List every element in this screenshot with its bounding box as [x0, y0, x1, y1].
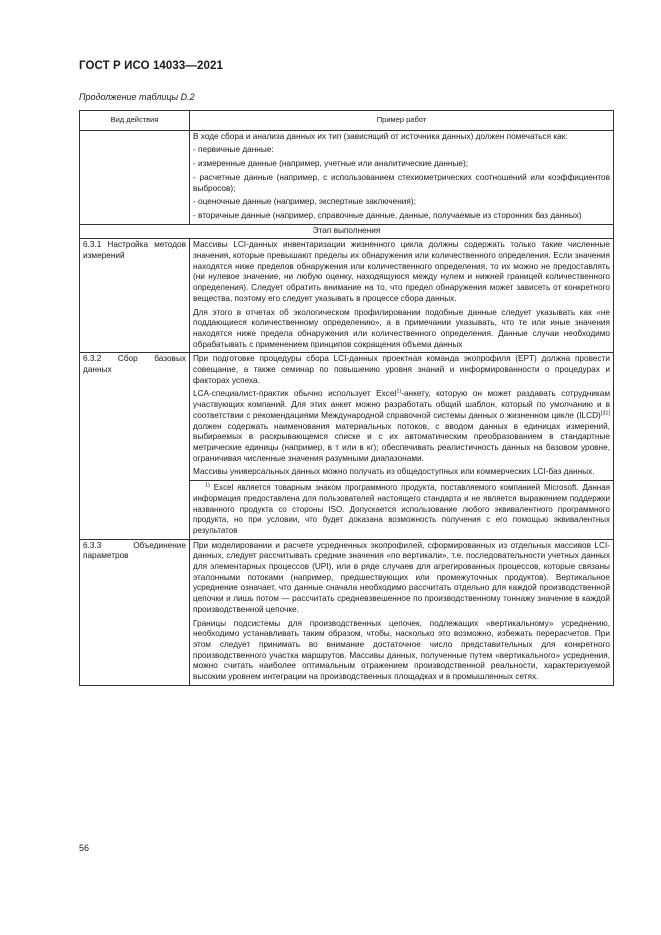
table-row-632: [80, 353, 614, 539]
table-row-633: [80, 539, 614, 685]
column-header-examples: Пример работ: [190, 111, 614, 131]
paragraph-excel: [193, 389, 610, 464]
list-item: - оценочные данные (например, экспертные заключения);: [193, 197, 416, 207]
list-item: - вторичные данные (например, справочные данные, данные, получаемые из сторонних баз данных): [193, 210, 582, 220]
row-content-631: [190, 239, 614, 353]
footnote-block: [190, 480, 613, 537]
list-item: - первичные данные:: [193, 145, 274, 155]
row-content-data-types: [190, 130, 614, 224]
paragraph: Массивы универсальных данных можно получать из общедоступных или коммерческих LCI-баз данных.: [193, 467, 595, 477]
data-type-intro: В ходе сбора и анализа данных их тип (зависящий от источника данных) должен помечаться как:: [193, 131, 568, 141]
paragraph: При моделировании и расчете усредненных экопрофилей, сформированных из отдельных массивов LCI-данных, следует рассчитывать средние значения «по вертикали», т.е. последовательности учетных данных для элементарных процессов (UPI), или в ряде случаев для агрегированных процессов, которые связаны эталонными потоками (например, предшествующих или промежуточных продуктов). Вертикальное усреднение означает, что данные сначала необходимо рассчитать отдельно для каждой производственной цепочки и лишь потом — рассчитать средневзвешенное по производственному тоннажу значение в каждой производственной цепочке.: [193, 540, 610, 614]
row-label-632: 6.3.2 Сбор базовых данных: [80, 353, 190, 539]
table-row-stage: [80, 224, 614, 239]
row-label-633: 6.3.3 Объединение параметров: [80, 539, 190, 685]
activities-table: [79, 110, 614, 686]
list-item: - расчетные данные (например, с использованием стехиометрических соотношений или коэффициентов выбросов);: [193, 172, 610, 193]
paragraph: Границы подсистемы для производственных цепочек, подлежащих «вертикальному» усреднению, необходимо устанавливать таким образом, чтобы, насколько это возможно, избежать перерасчетов. При этом следует принимать во внимание достаточное число представительных для конкретного производственного участка маршрутов. Массивы данных, полученные путем «вертикального» усреднения, можно считать наиболее оптимальным отражением производственной реальности, характеризуемой высоким уровнем интеграции на производственных площадках и в промышленных сетях.: [193, 618, 610, 682]
text-segment: -анкету, которую он может раздавать сотрудникам участвующих компаний. Для этих анкет можно разработать общий шаблон, который по умолчанию и в соответствии с рекомендациями Международной справочной системы данных о жизненном цикле (ILCD): [193, 389, 610, 420]
text-segment: LCA-специалист-практик обычно использует Excel: [193, 389, 397, 399]
stage-heading: Этап выполнения: [80, 224, 614, 239]
row-content-632: [190, 353, 614, 539]
footnote-marker: 1): [205, 482, 210, 489]
table-header-row: [80, 111, 614, 131]
row-label-empty: [80, 130, 190, 224]
paragraph: При подготовке процедуры сбора LCI-данных проектная команда экопрофиля (EPT) должна провести совещание, а также семинар по повышению уровня знаний и информированности о процедурах и факторах успеха.: [193, 354, 610, 385]
list-item: - измеренные данные (например, учетные или аналитические данные);: [193, 159, 469, 169]
reference-marker: [31]: [600, 410, 610, 417]
text-segment: должен содержать наименования материальных потоков, с вводом данных в единицах измерений, выбираемых в раскрывающемся списке и с их автоматическим преобразованием в стандартные метрические единицы (например, в т или в кг); обеспечивать реалистичность данных на базовом уровне, ограничивая численные значения разумными диапазонами.: [193, 421, 610, 463]
table-row-data-types: [80, 130, 614, 224]
table-row-631: [80, 239, 614, 353]
document-header-title: ГОСТ Р ИСО 14033—2021: [79, 60, 224, 72]
row-content-633: [190, 539, 614, 685]
page-number: 56: [79, 843, 90, 853]
column-header-activity: Вид действия: [80, 111, 190, 131]
data-type-list: [193, 132, 610, 222]
row-label-631: 6.3.1 Настройка методов измерений: [80, 239, 190, 353]
table-caption: Продолжение таблицы D.2: [79, 92, 195, 102]
footnote-text: Excel является товарным знаком программного продукта, поставляемого компанией Microsoft. Данная информация предоставлена для пользователей настоящего стандарта и не является выражением поддержки названного продукта со стороны ISO. Допускается использование любого эквивалентного программного продукта, но при условии, что будет доказана возможность получения с его помощью эквивалентных результатов: [193, 483, 610, 535]
paragraph: Массивы LCI-данных инвентаризации жизненного цикла должны содержать только такие численные значения, которые превышают пределы их обнаружения или количественного определения. Если значения находятся ниже пределов обнаружения или количественного определения, то их можно не предоставлять (ни нулевое значение, ни любую оценку, находящуюся между нулем и нижней границей количественного определения). Следует обратить внимание на то, что предел обнаружения может зависеть от конкретного вещества, поэтому его следует указывать в процессе сбора данных.: [193, 240, 610, 303]
footnote: [193, 483, 610, 537]
paragraph: Для этого в отчетах об экологическом профилировании подобные данные следует указывать как «не поддающиеся количественному определению», а в примечании указывать, что те или иные значения находятся ниже предела обнаружения или количественного определения. Данные случаи необходимо обрабатывать с применением принципов сокращения объема данных: [193, 307, 610, 349]
footnote-marker: 1): [396, 388, 402, 395]
